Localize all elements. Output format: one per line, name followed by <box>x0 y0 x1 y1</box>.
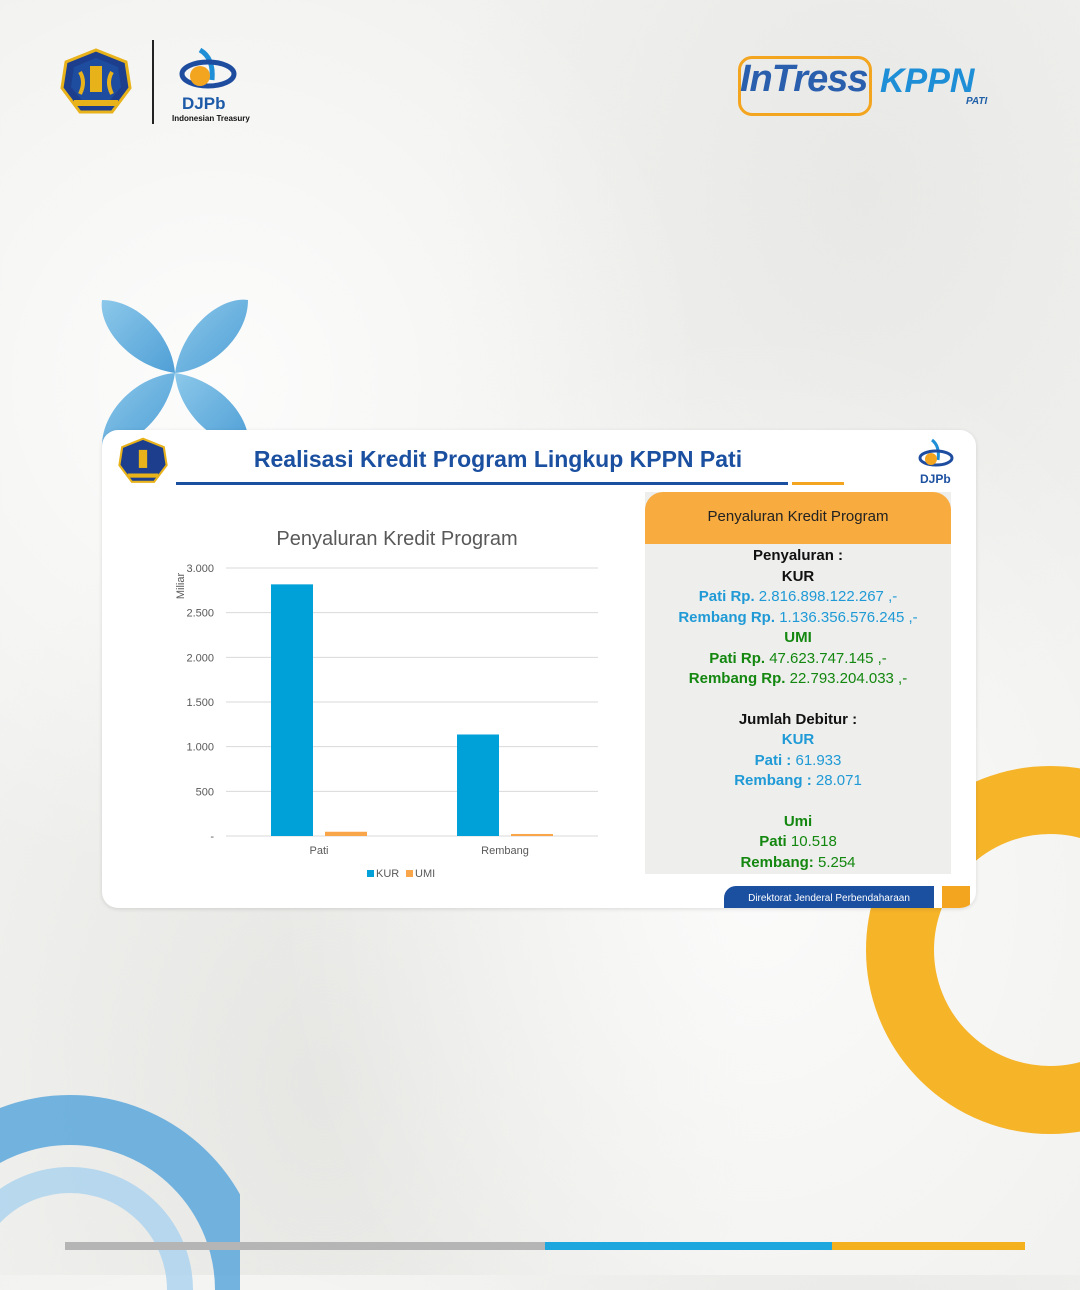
y-tick-label: 500 <box>195 786 214 799</box>
bar-kur-pati <box>271 584 313 836</box>
kur-rembang-line: Rembang Rp. 1.136.356.576.245 ,- <box>678 608 918 626</box>
legend-label-umi: UMI <box>415 868 436 880</box>
debitur-umi-label: Umi <box>783 812 813 830</box>
flower-decoration <box>98 296 252 450</box>
bar-kur-rembang <box>457 734 499 836</box>
debitur-kur-rembang-line: Rembang : 28.071 <box>734 772 862 789</box>
card-title: Realisasi Kredit Program Lingkup KPPN Pati <box>253 446 743 472</box>
logo-divider <box>152 40 154 124</box>
kppn-logo: KPPN <box>880 62 975 100</box>
legend-swatch-umi <box>406 870 413 877</box>
bottom-color-bar <box>65 1242 1025 1250</box>
footer-text: Direktorat Jenderal Perbendaharaan <box>748 893 910 904</box>
penyaluran-label: Penyaluran : <box>752 547 844 564</box>
ministry-emblem-icon <box>60 48 132 116</box>
umi-rembang-line: Rembang Rp. 22.793.204.033 ,- <box>688 670 908 687</box>
card-djpb-text: DJPb <box>920 472 951 486</box>
blue-ring-decoration <box>0 1070 240 1290</box>
kppn-logo-sub: PATI <box>966 96 988 107</box>
bar-umi-rembang <box>511 834 553 836</box>
y-tick-label: 1.500 <box>186 697 214 709</box>
djpb-name: DJPb <box>182 94 226 113</box>
y-tick-label: 1.000 <box>186 741 214 754</box>
umi-label: UMI <box>784 629 812 646</box>
debitur-kur-label: KUR <box>781 731 815 748</box>
y-tick-label: 2.500 <box>186 607 214 620</box>
debitur-umi-pati-line: Pati 10.518 <box>759 833 837 850</box>
debitur-label: Jumlah Debitur : <box>738 710 858 728</box>
legend-label-kur: KUR <box>376 868 400 880</box>
title-underline-accent <box>792 482 844 485</box>
djpb-tagline: Indonesian Treasury <box>172 114 250 123</box>
bar-chart <box>162 558 622 888</box>
debitur-kur-pati-line: Pati : 61.933 <box>754 751 842 769</box>
bar-umi-pati <box>325 832 367 836</box>
kur-pati-line: Pati Rp. 2.816.898.122.267 ,- <box>698 588 898 605</box>
debitur-umi-rembang-line: Rembang: 5.254 <box>740 853 856 871</box>
legend-swatch-kur <box>367 870 374 877</box>
y-tick-label: 3.000 <box>186 563 214 575</box>
y-tick-label: 2.000 <box>186 652 214 665</box>
intress-logo: InTress <box>740 58 868 100</box>
kur-label: KUR <box>781 567 815 585</box>
y-axis-label: Miliar <box>175 572 187 600</box>
x-tick-label: Rembang <box>481 845 529 857</box>
summary-panel-body <box>645 546 951 873</box>
report-card <box>102 430 976 908</box>
y-tick-label: - <box>210 831 214 843</box>
title-underline <box>176 482 788 485</box>
umi-pati-line: Pati Rp. 47.623.747.145 ,- <box>709 649 887 667</box>
chart-title: Penyaluran Kredit Program <box>276 528 518 550</box>
summary-panel-heading: Penyaluran Kredit Program <box>707 508 889 525</box>
x-tick-label: Pati <box>309 845 329 857</box>
footer-accent <box>942 886 970 908</box>
